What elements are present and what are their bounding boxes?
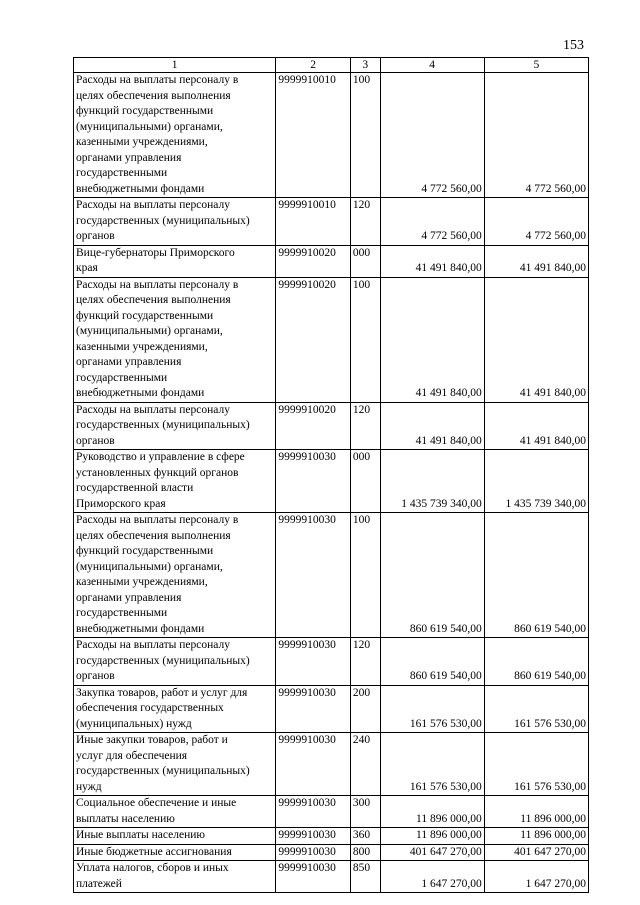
row-expense-type: 850 — [350, 861, 380, 893]
row-expense-type: 120 — [350, 198, 380, 246]
row-amount-4: 1 435 739 340,00 — [380, 450, 484, 513]
row-code: 9999910030 — [276, 685, 351, 733]
row-expense-type: 200 — [350, 685, 380, 733]
row-amount-5: 401 647 270,00 — [484, 844, 588, 861]
row-expense-type: 360 — [350, 828, 380, 845]
row-name: Вице-губернаторы Приморского края — [74, 245, 276, 277]
table-row — [74, 245, 589, 277]
row-amount-4: 11 896 000,00 — [380, 828, 484, 845]
row-amount-4: 1 647 270,00 — [380, 861, 484, 893]
table-row — [74, 844, 589, 861]
column-header-1: 1 — [74, 58, 276, 73]
row-amount-5: 1 647 270,00 — [484, 861, 588, 893]
row-amount-4: 41 491 840,00 — [380, 277, 484, 402]
row-code: 9999910010 — [276, 198, 351, 246]
row-expense-type: 120 — [350, 402, 380, 450]
row-amount-4: 41 491 840,00 — [380, 245, 484, 277]
row-name: Расходы на выплаты персоналу в целях обеспечения выполнения функций государственными (муниципальными) органами, казенными учреждениями, органами управления государственными внебюджетными фондами — [74, 277, 276, 402]
budget-table-body — [74, 58, 589, 893]
row-name: Социальное обеспечение и иные выплаты населению — [74, 796, 276, 828]
table-row — [74, 861, 589, 893]
row-name: Иные закупки товаров, работ и услуг для обеспечения государственных (муниципальных) нужд — [74, 733, 276, 796]
table-row — [74, 277, 589, 402]
row-amount-4: 41 491 840,00 — [380, 402, 484, 450]
column-header-4: 4 — [380, 58, 484, 73]
row-amount-5: 11 896 000,00 — [484, 828, 588, 845]
row-amount-5: 41 491 840,00 — [484, 402, 588, 450]
table-row — [74, 796, 589, 828]
row-code: 9999910030 — [276, 844, 351, 861]
row-amount-4: 161 576 530,00 — [380, 733, 484, 796]
table-row — [74, 733, 589, 796]
row-name: Расходы на выплаты персоналу в целях обеспечения выполнения функций государственными (муниципальными) органами, казенными учреждениями, органами управления государственными внебюджетными фондами — [74, 73, 276, 198]
table-row — [74, 513, 589, 638]
column-header-5: 5 — [484, 58, 588, 73]
row-amount-4: 4 772 560,00 — [380, 73, 484, 198]
row-name: Расходы на выплаты персоналу в целях обеспечения выполнения функций государственными (муниципальными) органами, казенными учреждениями, органами управления государственными внебюджетными фондами — [74, 513, 276, 638]
row-expense-type: 100 — [350, 73, 380, 198]
row-expense-type: 800 — [350, 844, 380, 861]
row-code: 9999910020 — [276, 277, 351, 402]
table-row — [74, 73, 589, 198]
row-code: 9999910020 — [276, 245, 351, 277]
table-row — [74, 638, 589, 686]
row-code: 9999910030 — [276, 450, 351, 513]
table-row — [74, 402, 589, 450]
row-name: Расходы на выплаты персоналу государственных (муниципальных) органов — [74, 198, 276, 246]
row-code: 9999910020 — [276, 402, 351, 450]
row-amount-5: 860 619 540,00 — [484, 638, 588, 686]
row-name: Расходы на выплаты персоналу государственных (муниципальных) органов — [74, 402, 276, 450]
row-amount-5: 41 491 840,00 — [484, 245, 588, 277]
table-row — [74, 685, 589, 733]
row-code: 9999910010 — [276, 73, 351, 198]
row-amount-4: 860 619 540,00 — [380, 638, 484, 686]
row-amount-4: 11 896 000,00 — [380, 796, 484, 828]
budget-table — [73, 57, 589, 893]
row-code: 9999910030 — [276, 796, 351, 828]
row-code: 9999910030 — [276, 733, 351, 796]
row-name: Уплата налогов, сборов и иных платежей — [74, 861, 276, 893]
page-number: 153 — [563, 38, 584, 53]
row-name: Закупка товаров, работ и услуг для обеспечения государственных (муниципальных) нужд — [74, 685, 276, 733]
row-amount-5: 4 772 560,00 — [484, 198, 588, 246]
row-amount-5: 11 896 000,00 — [484, 796, 588, 828]
row-amount-5: 161 576 530,00 — [484, 733, 588, 796]
row-amount-5: 161 576 530,00 — [484, 685, 588, 733]
row-expense-type: 300 — [350, 796, 380, 828]
row-name: Иные выплаты населению — [74, 828, 276, 845]
row-amount-5: 860 619 540,00 — [484, 513, 588, 638]
row-code: 9999910030 — [276, 513, 351, 638]
table-row — [74, 450, 589, 513]
column-header-2: 2 — [276, 58, 351, 73]
column-header-3: 3 — [350, 58, 380, 73]
row-amount-4: 401 647 270,00 — [380, 844, 484, 861]
row-expense-type: 000 — [350, 245, 380, 277]
row-expense-type: 100 — [350, 277, 380, 402]
row-amount-4: 161 576 530,00 — [380, 685, 484, 733]
row-code: 9999910030 — [276, 638, 351, 686]
row-name: Расходы на выплаты персоналу государственных (муниципальных) органов — [74, 638, 276, 686]
row-amount-5: 41 491 840,00 — [484, 277, 588, 402]
row-expense-type: 240 — [350, 733, 380, 796]
row-name: Руководство и управление в сфере установленных функций органов государственной власти Приморского края — [74, 450, 276, 513]
row-expense-type: 100 — [350, 513, 380, 638]
row-code: 9999910030 — [276, 861, 351, 893]
row-amount-4: 860 619 540,00 — [380, 513, 484, 638]
row-amount-5: 4 772 560,00 — [484, 73, 588, 198]
table-header-row — [74, 58, 589, 73]
row-amount-5: 1 435 739 340,00 — [484, 450, 588, 513]
row-expense-type: 000 — [350, 450, 380, 513]
row-amount-4: 4 772 560,00 — [380, 198, 484, 246]
table-row — [74, 828, 589, 845]
table-row — [74, 198, 589, 246]
row-code: 9999910030 — [276, 828, 351, 845]
row-expense-type: 120 — [350, 638, 380, 686]
row-name: Иные бюджетные ассигнования — [74, 844, 276, 861]
